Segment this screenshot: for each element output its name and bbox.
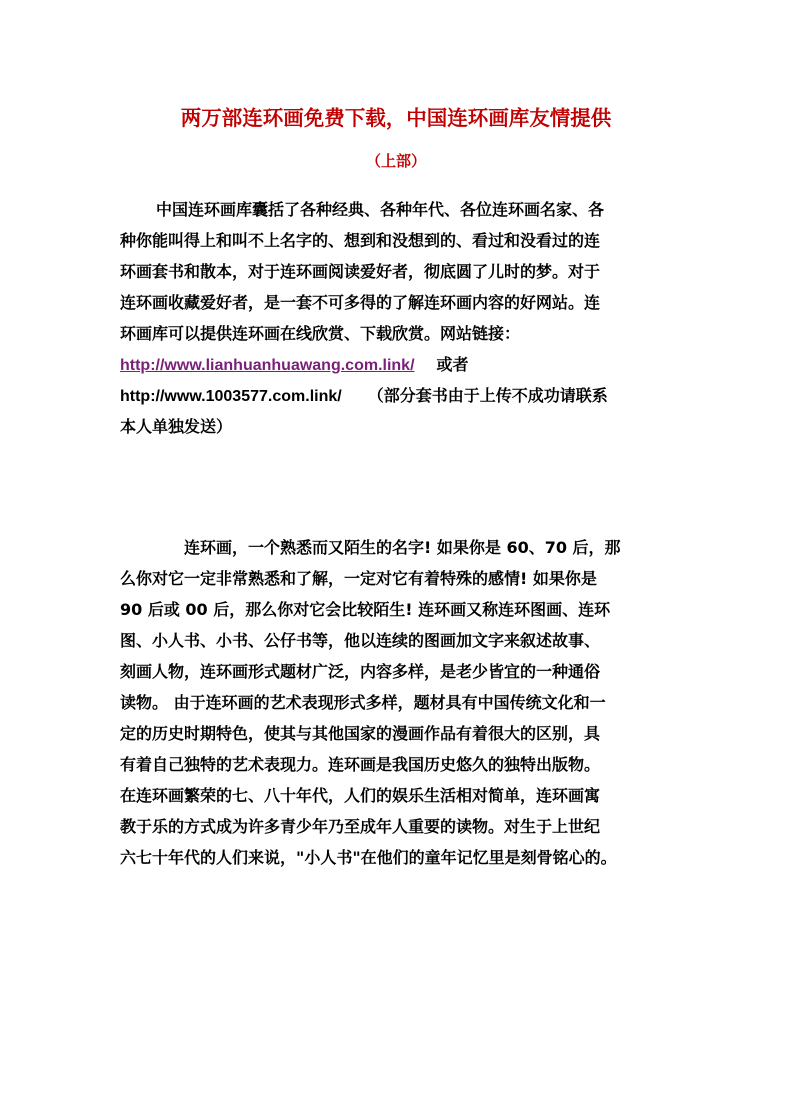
link-line-secondary	[120, 380, 680, 411]
body-line: 刻画人物，连环画形式题材广泛，内容多样，是老少皆宜的一种通俗	[120, 662, 601, 681]
link-line-primary	[120, 349, 680, 380]
body-line: 读物。 由于连环画的艺术表现形式多样，题材具有中国传统文化和一	[120, 693, 606, 712]
body-line: 图、小人书、小书、公仔书等，他以连续的图画加文字来叙述故事、	[120, 631, 601, 650]
link-secondary-note: （部分套书由于上传不成功请联系	[367, 386, 608, 405]
body-line: 连环画，一个熟悉而又陌生的名字! 如果你是 60、70 后，那	[184, 538, 621, 557]
body-line: 在连环画繁荣的七、八十年代，人们的娱乐生活相对简单，连环画寓	[120, 786, 601, 805]
body-line: 六七十年代的人们来说，"小人书"在他们的童年记忆里是刻骨铭心的。	[120, 848, 617, 867]
body-line: 定的历史时期特色，使其与其他国家的漫画作品有着很大的区别，具	[120, 724, 601, 743]
intro-line: 环画库可以提供连环画在线欣赏、下载欣赏。网站链接：	[120, 324, 521, 343]
intro-paragraph	[120, 194, 680, 442]
body-line: 90 后或 00 后，那么你对它会比较陌生! 连环画又称连环图画、连环	[120, 600, 611, 619]
body-paragraph	[120, 532, 680, 873]
page-title: 两万部连环画免费下载，中国连环画库友情提供	[180, 106, 612, 130]
page-subtitle: （上部）	[365, 152, 426, 170]
body-line: 么你对它一定非常熟悉和了解，一定对它有着特殊的感情! 如果你是	[120, 569, 597, 588]
link-primary-suffix: 或者	[436, 355, 469, 374]
body-line: 有着自己独特的艺术表现力。连环画是我国历史悠久的独特出版物。	[120, 755, 601, 774]
body-line: 教于乐的方式成为许多青少年乃至成年人重要的读物。对生于上世纪	[120, 817, 601, 836]
intro-line: 环画套书和散本，对于连环画阅读爱好者，彻底圆了儿时的梦。对于	[120, 262, 601, 281]
website-link-secondary[interactable]: http://www.1003577.com.link/	[120, 388, 342, 405]
link-secondary-note-cont: 本人单独发送）	[120, 417, 233, 436]
intro-line: 连环画收藏爱好者，是一套不可多得的了解连环画内容的好网站。连	[120, 293, 601, 312]
intro-line: 种你能叫得上和叫不上名字的、想到和没想到的、看过和没看过的连	[120, 231, 601, 250]
intro-line: 中国连环画库囊括了各种经典、各种年代、各位连环画名家、各	[156, 200, 605, 219]
website-link-primary[interactable]: http://www.lianhuanhuawang.com.link/	[120, 357, 415, 374]
